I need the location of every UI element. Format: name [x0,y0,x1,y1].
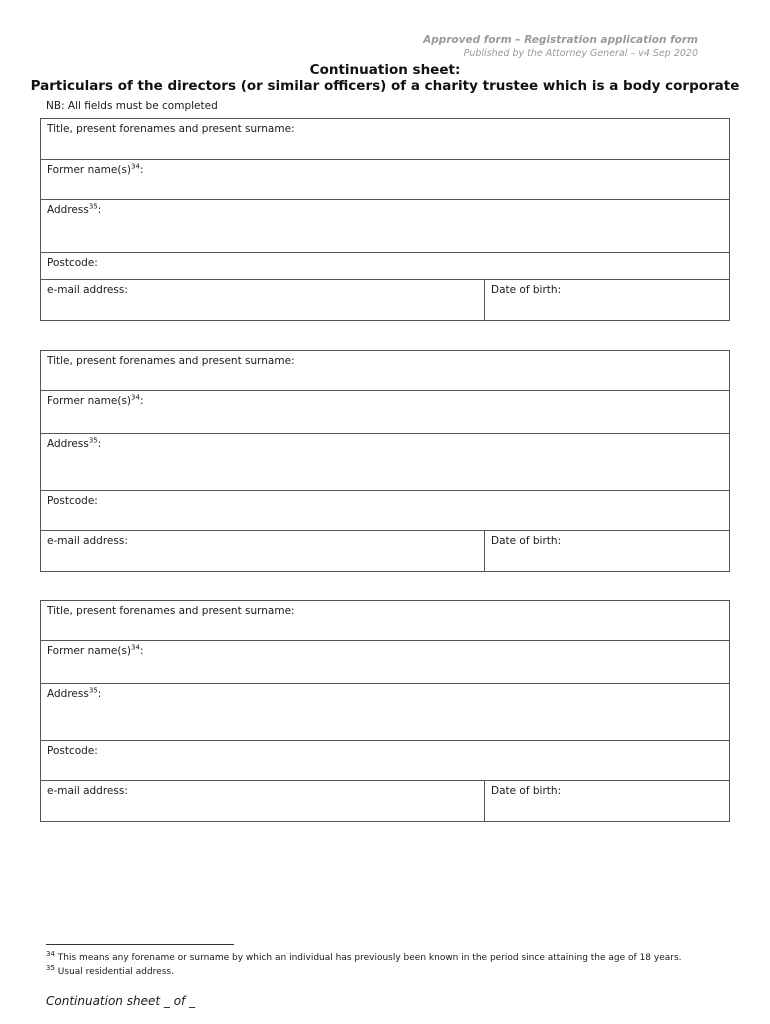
postcode-field[interactable] [41,741,729,781]
address-field[interactable] [41,200,729,253]
dob-label: Date of birth: [491,785,562,797]
postcode-field[interactable] [41,491,729,531]
footnote-divider [46,944,234,945]
name-label: Title, present forenames and present surname: [47,355,295,367]
address-field[interactable] [41,434,729,491]
director-block-2 [40,350,730,572]
email-field[interactable] [41,531,485,571]
postcode-label: Postcode: [47,745,98,757]
email-dob-row [41,781,729,821]
former-name-field[interactable] [41,391,729,434]
email-field[interactable] [41,280,485,320]
page-title: Continuation sheet: [309,62,461,78]
name-label: Title, present forenames and present surname: [47,605,295,617]
email-label: e-mail address: [47,535,128,547]
former-name-field[interactable] [41,160,729,200]
director-block-1 [40,118,730,321]
postcode-label: Postcode: [47,495,98,507]
former-name-field[interactable] [41,641,729,684]
dob-label: Date of birth: [491,535,562,547]
former-name-label: Former $name(s)^{34}$: [47,643,144,657]
director-block-3 [40,600,730,822]
former-name-label: Former $name(s)^{34}$: [47,393,144,407]
email-label: e-mail address: [47,785,128,797]
completion-note: NB: All fields must be completed [46,100,218,112]
postcode-label: Postcode: [47,257,98,269]
postcode-field[interactable] [41,253,729,280]
continuation-sheet-counter: Continuation sheet _ of _ [46,994,196,1008]
footnote-35: $^{35}$ Usual residential address. [46,964,174,977]
dob-label: Date of birth: [491,284,562,296]
address-label: Address$^{35}$: [47,686,102,700]
name-label: Title, present forenames and present surname: [47,123,295,135]
email-dob-row [41,531,729,571]
email-dob-row [41,280,729,320]
name-field[interactable] [41,351,729,391]
dob-field[interactable] [485,280,729,320]
email-field[interactable] [41,781,485,821]
name-field[interactable] [41,119,729,160]
dob-field[interactable] [485,781,729,821]
name-field[interactable] [41,601,729,641]
address-label: Address$^{35}$: [47,202,102,216]
address-field[interactable] [41,684,729,741]
form-approval-line: Approved form – Registration application form [423,34,698,46]
page-subtitle: Particulars of the directors (or similar officers) of a charity trustee which is a body corporate [30,78,740,94]
publisher-line: Published by the Attorney General – v4 Sep 2020 [463,48,698,59]
dob-field[interactable] [485,531,729,571]
address-label: Address$^{35}$: [47,436,102,450]
footnote-34: $^{34}$ This means any forename or surname by which an individual has previously been known in the period since attaining the age of 18 years. [46,950,682,963]
email-label: e-mail address: [47,284,128,296]
former-name-label: Former $name(s)^{34}$: [47,162,144,176]
